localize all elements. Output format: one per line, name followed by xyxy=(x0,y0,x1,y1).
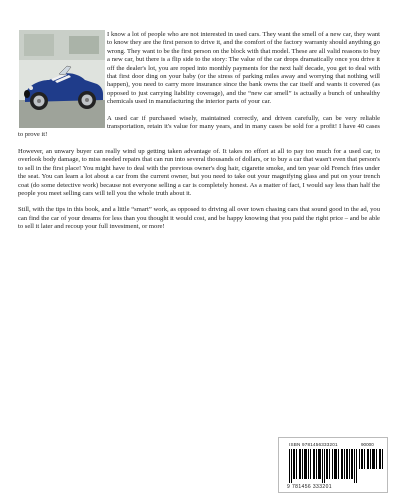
barcode-bars xyxy=(289,449,357,483)
price-barcode-bars xyxy=(359,449,383,469)
paragraph-2: A used car if purchased wisely, maintained correctly, and driven carefully, can be very reliable transportation, retain it's value for many years, and in many cases be sold for a profit! I have 40 cases to prove it! xyxy=(18,114,380,139)
isbn-digits: 9 781456 333201 xyxy=(287,484,332,490)
isbn-label: ISBN 9781456333201 xyxy=(289,442,338,447)
paragraph-1-text: I know a lot of people who are not interested in used cars. They want the smell of a new car, they want to know they are the first person to drive it, and the comfort of the factory warranty should anything go wrong. They want to be the first person on the block with that model. These are all valid reasons to buy a new car, but there is a flip side to the story: The value of the car drops dramatically once you drive it off the dealer's lot, you are roped into monthly payments for the next half decade, you get to deal with that first door ding on your baby (or the stress of parking miles away and worrying that nothing will happen), you need to carry more insurance since the bank owns the car itself and wants it covered (as opposed to just carrying liability coverage), and the “new car smell” is actually a bunch of unhealthy chemicals used in manufacturing the interior parts of your car. xyxy=(107,31,380,106)
photo-space xyxy=(18,31,107,130)
paragraph-4: Still, with the tips in this book, and a little “smart” work, as opposed to driving all over town chasing cars that sound good in the ad, you can find the car of your dreams for less than you thought it would cost, and be happy knowing that you paid the right price – and be able to sell it later and recoup your full investment, or more! xyxy=(18,206,380,231)
paragraph-3: However, an unwary buyer can really wind up getting taken advantage of. It takes no effort at all to pay too much for a used car, to overlook body damage, to miss needed repairs that can run into several thousands of dollars, or to buy a car that wasn't even that person's to sell in the first place! You might have to deal with the previous owner's dog hair, cigarette smoke, and ten year old French fries under the seat. You can learn a lot about a car from the current owner, but you need to take out your magnifying glass and put on your trench coat (do some detective work) because not everyone selling a car is completely honest. As a matter of fact, I would say less than half the people you meet selling cars will tell you the whole truth about it. xyxy=(18,147,381,197)
paragraph-1 xyxy=(18,31,380,107)
price-code: 90000 xyxy=(361,442,374,447)
isbn-barcode xyxy=(278,437,388,493)
body-text xyxy=(18,31,380,240)
